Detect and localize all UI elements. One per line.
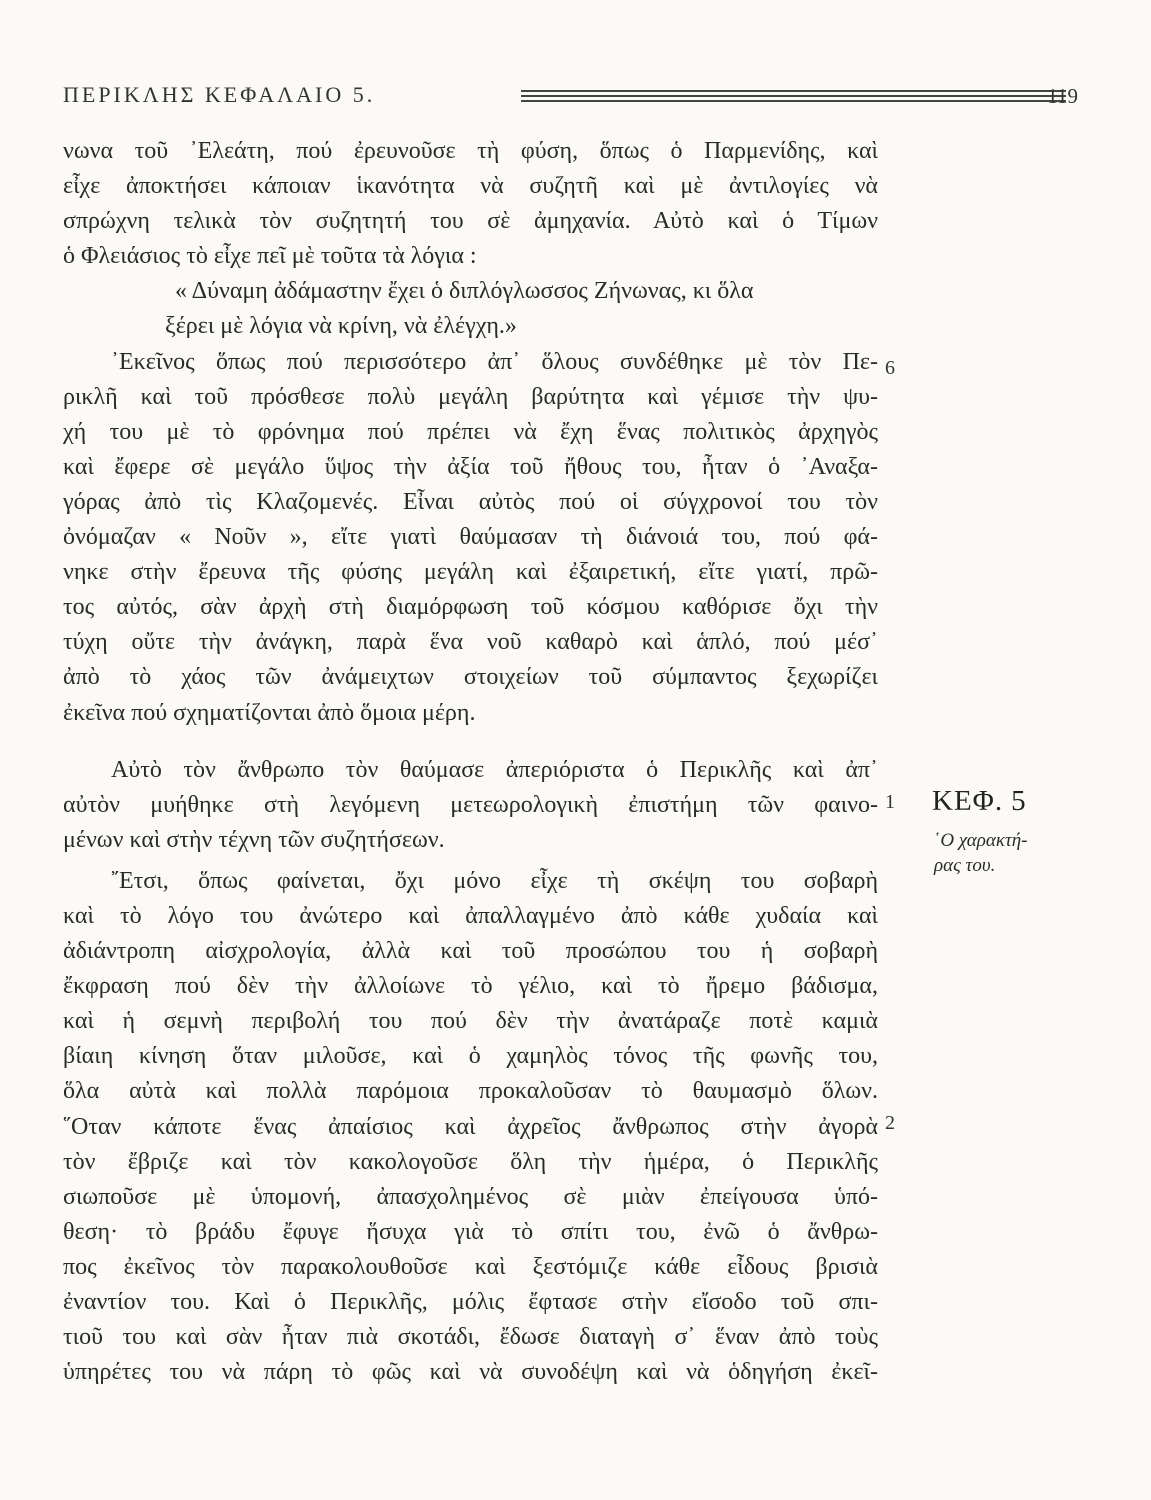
running-head: ΠΕΡΙΚΛΗΣ ΚΕΦΑΛΑΙΟ 5. [63,82,376,107]
text-line: ὁ Φλειάσιος τὸ εἶχε πεῖ μὲ τοῦτα τὰ λόγια : [63,243,477,270]
text-line: ρικλῆ καὶ τοῦ πρόσθεσε πολὺ μεγάλη βαρύτητα καὶ γέμισε τὴν ψυ- [63,383,878,410]
text-line: ὑπηρέτες του νὰ πάρη τὸ φῶς καὶ νὰ συνοδέψη καὶ νὰ ὁδηγήση ἐκεῖ- [63,1359,878,1386]
text-line: ἐναντίον του. Καὶ ὁ Περικλῆς, μόλις ἔφτασε στὴν εἴσοδο τοῦ σπι- [63,1289,878,1315]
text-line: ἐκεῖνα πού σχηματίζονται ἀπὸ ὅμοια μέρη. [63,699,476,726]
text-line: νωνα τοῦ ᾿Ελεάτη, πού ἐρευνοῦσε τὴ φύση, ὅπως ὁ Παρμενίδης, καὶ [63,138,878,164]
text-line: ῎Ετσι, ὅπως φαίνεται, ὄχι μόνο εἶχε τὴ σκέψη του σοβαρὴ [111,867,878,894]
text-line: βίαιη κίνηση ὅταν μιλοῦσε, καὶ ὁ χαμηλὸς τόνος τῆς φωνῆς του, [63,1043,878,1070]
text-line: ἔκφραση πού δὲν τὴν ἀλλοίωνε τὸ γέλιο, καὶ τὸ ἤρεμο βάδισμα, [63,973,878,1000]
text-line: ἀδιάντροπη αἰσχρολογία, ἀλλὰ καὶ τοῦ προσώπου του ἡ σοβαρὴ [63,938,878,965]
quote-line: ξέρει μὲ λόγια νὰ κρίνη, νὰ ἐλέγχη.» [165,313,517,340]
margin-note-line: ῾Ο χαρακτή- [934,830,1028,851]
text-line: τὸν ἔβριζε καὶ τὸν κακολογοῦσε ὅλη τὴν ἡμέρα, ὁ Περικλῆς [63,1148,878,1175]
text-line: ᾿Εκεῖνος ὅπως πού περισσότερο ἀπ᾿ ὅλους συνδέθηκε μὲ τὸν Πε- [111,348,878,375]
margin-section-number: 1 [885,791,895,813]
margin-note-line: ρας του. [934,855,996,876]
text-line: σπρώχνη τελικὰ τὸν συζητητή του σὲ ἀμηχανία. Αὐτὸ καὶ ὁ Τίμων [63,208,878,235]
text-line: ὅλα αὐτὰ καὶ πολλὰ παρόμοια προκαλοῦσαν τὸ θαυμασμὸ ὅλων. [63,1078,878,1105]
text-line: αὐτὸν μυήθηκε στὴ λεγόμενη μετεωρολογικὴ ἐπιστήμη τῶν φαινο- [63,791,878,818]
text-line: πος ἐκεῖνος τὸν παρακολουθοῦσε καὶ ξεστόμιζε κάθε εἶδους βρισιὰ [63,1253,878,1280]
text-line: γόρας ἀπὸ τὶς Κλαζομενές. Εἶναι αὐτὸς πού οἱ σύγχρονοί του τὸν [63,488,878,515]
text-line: ὀνόμαζαν « Νοῦν », εἴτε γιατὶ θαύμασαν τὴ διάνοιά του, πού φά- [63,524,878,551]
text-line: θεση· τὸ βράδυ ἔφυγε ἥσυχα γιὰ τὸ σπίτι του, ἐνῶ ὁ ἄνθρω- [63,1218,878,1245]
body-text [63,134,878,1390]
header-rule [521,90,1066,105]
page-header [63,82,1078,118]
text-line: ἀπὸ τὸ χάος τῶν ἀνάμειχτων στοιχείων τοῦ σύμπαντος ξεχωρίζει [63,664,878,691]
margin-section-number: 6 [885,357,895,379]
text-line: σιωποῦσε μὲ ὑπομονή, ἀπασχολημένος σὲ μιὰν ἐπείγουσα ὑπό- [63,1183,878,1210]
quote-line: « Δύναμη ἀδάμαστην ἔχει ὁ διπλόγλωσσος Ζήνωνας, κι ὅλα [175,278,754,305]
chapter-heading [932,785,1132,818]
text-line: χή του μὲ τὸ φρόνημα πού πρέπει νὰ ἔχη ἕνας πολιτικὸς ἀρχηγὸς [63,418,878,445]
text-line: καὶ ἡ σεμνὴ περιβολή του πού δὲν τὴν ἀνατάραζε ποτὲ καμιὰ [63,1008,878,1035]
chapter-number: 5 [1011,785,1027,817]
text-line: ῞Οταν κάποτε ἕνας ἀπαίσιος καὶ ἀχρεῖος ἄνθρωπος στὴν ἀγορὰ [63,1113,878,1140]
text-line: τος αὐτός, σὰν ἀρχὴ στὴ διαμόρφωση τοῦ κόσμου καθόρισε ὄχι τὴν [63,594,878,621]
text-line: τύχη οὔτε τὴν ἀνάγκη, παρὰ ἕνα νοῦ καθαρὸ καὶ ἁπλό, πού μέσ᾿ [63,629,878,656]
chapter-sidebar [932,785,1132,878]
text-line: καὶ ἔφερε σὲ μεγάλο ὕψος τὴν ἀξία τοῦ ἤθους του, ἦταν ὁ ᾿Αναξα- [63,453,878,480]
margin-note [932,828,1132,878]
margin-section-number: 2 [885,1112,895,1134]
chapter-label: ΚΕΦ. [932,785,1004,817]
text-line: καὶ τὸ λόγο του ἀνώτερο καὶ ἀπαλλαγμένο ἀπὸ κάθε χυδαία καὶ [63,902,878,929]
text-line: νηκε στὴν ἔρευνα τῆς φύσης μεγάλη καὶ ἐξαιρετική, εἴτε γιατί, πρῶ- [63,559,878,586]
text-line: εἶχε ἀποκτήσει κάποιαν ἱκανότητα νὰ συζητῆ καὶ μὲ ἀντιλογίες νὰ [63,173,878,200]
text-line: τιοῦ του καὶ σὰν ἦταν πιὰ σκοτάδι, ἔδωσε διαταγὴ σ᾿ ἕναν ἀπὸ τοὺς [63,1324,878,1351]
page-number: 119 [1047,84,1078,108]
text-line: μένων καὶ στὴν τέχνη τῶν συζητήσεων. [63,826,445,853]
text-line: Αὐτὸ τὸν ἄνθρωπο τὸν θαύμασε ἀπεριόριστα ὁ Περικλῆς καὶ ἀπ᾿ [111,756,878,783]
